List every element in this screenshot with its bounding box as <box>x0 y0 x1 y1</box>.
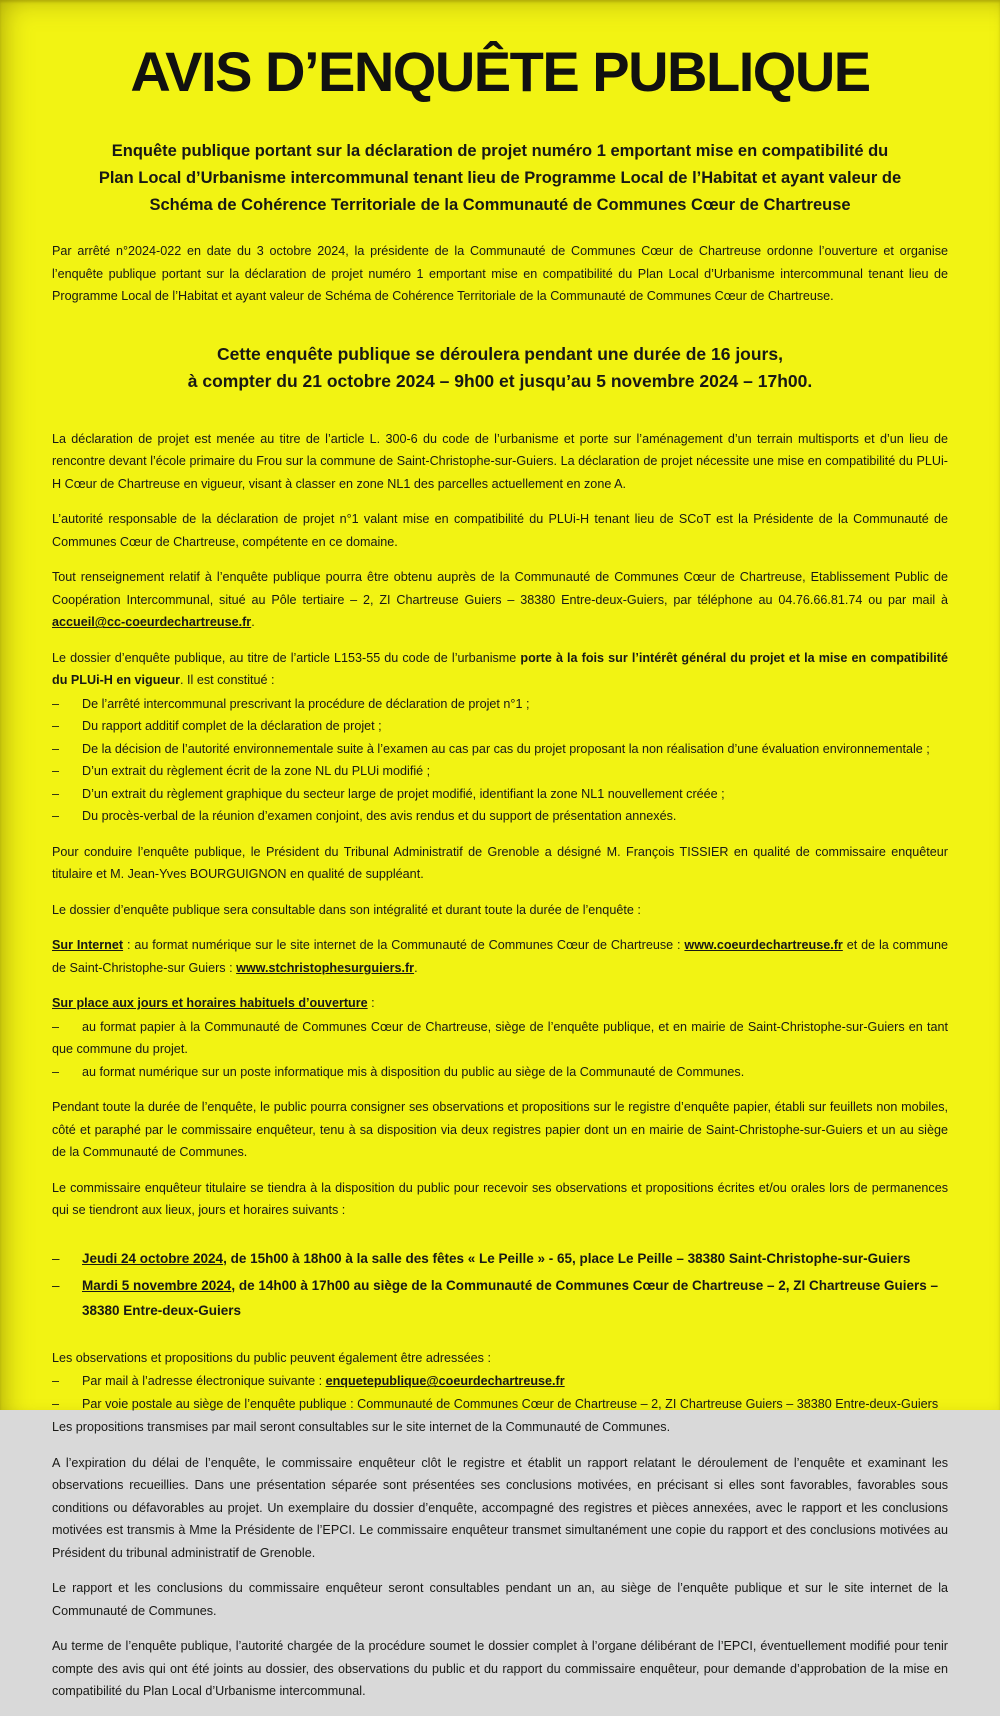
dash-marker: – <box>52 741 60 756</box>
cc-website-link: www.coeurdechartreuse.fr <box>684 938 843 953</box>
text-run: Tout renseignement relatif à l’enquête publique pourra être obtenu auprès de la Communauté de Communes Cœur de Chartreuse, Etablissement Public de Coopération Intercommunal, situé au Pôle tertiaire – 2, ZI Chartreuse Guiers – 38380 Entre-deux-Guiers, par téléphone au 04.76.66.81.74 ou par mail à <box>52 570 948 607</box>
document-body <box>52 227 948 1716</box>
dash-marker: – <box>52 1250 60 1266</box>
commissioner-paragraph <box>52 841 948 886</box>
commune-website-link: www.stchristophesurguiers.fr <box>236 960 415 975</box>
report-process-paragraph <box>52 1452 948 1565</box>
text-run: Pour conduire l’enquête publique, le Président du Tribunal Administratif de Grenoble a désigné M. François TISSIER en qualité de commissaire enquêteur titulaire et M. Jean-Yves BOURGUIGNON en qualité de suppléant. <box>52 844 948 882</box>
subtitle-line: Schéma de Cohérence Territoriale de la Communauté de Communes Cœur de Chartreuse <box>149 196 851 215</box>
text-run: Sur place aux jours et horaires habituels d’ouverture <box>52 996 368 1011</box>
consultation-intro-paragraph <box>52 899 948 922</box>
list-item <box>52 805 948 828</box>
text-run: . Il est constitué : <box>180 673 275 688</box>
list-item <box>52 760 948 783</box>
dash-marker: – <box>52 696 60 711</box>
duration-line: Cette enquête publique se déroulera pendant une durée de 16 jours, <box>217 343 783 364</box>
text-run: Le rapport et les conclusions du commissaire enquêteur seront consultables pendant un an, au siège de l’enquête publique et sur le site internet de la Communauté de Communes. <box>52 1581 948 1618</box>
text-run: . <box>251 615 255 630</box>
intro-paragraph <box>52 240 948 308</box>
text-run: De la décision de l’autorité environnementale suite à l’examen au cas par cas du projet proposant la non réalisation d’une évaluation environnementale ; <box>82 741 930 756</box>
dash-marker: – <box>52 786 60 801</box>
list-item <box>52 783 948 806</box>
text-run: D’un extrait du règlement écrit de la zone NL du PLUi modifié ; <box>82 764 431 779</box>
text-run: D’un extrait du règlement graphique du secteur large de projet modifié, identifiant la zone NL1 nouvellement créée ; <box>82 786 725 801</box>
list-item <box>52 738 948 761</box>
dash-marker: – <box>52 809 60 824</box>
text-run: Pendant toute la durée de l’enquête, le public pourra consigner ses observations et propositions sur le registre d’enquête papier, établi sur feuillets non mobiles, côté et paraphé par le commissaire enquêteur, tenu à sa disposition via deux registres papier dont un en mairie de Saint-Christophe-sur-Guiers et un au siège de la Communauté de Communes. <box>52 1100 948 1160</box>
dossier-paragraph <box>52 647 948 692</box>
duration-line: à compter du 21 octobre 2024 – 9h00 et jusqu’au 5 novembre 2024 – 17h00. <box>187 370 813 391</box>
text-run: A l’expiration du délai de l’enquête, le commissaire enquêteur clôt le registre et établit un rapport relatant le déroulement de l’enquête et examinant les observations recueillies. Dans une présentation séparée sont présentées ses conclusions motivées, en précisant si elles sont favorables, favorables sous conditions ou défavorables au projet. Un exemplaire du dossier d’enquête, accompagné des registres et pièces annexées, avec le rapport et les conclusions motivées est transmis à Mme la Présidente de l’EPCI. Le commissaire enquêteur transmet simultanément une copie du rapport et des conclusions motivées au Président du tribunal administratif de Grenoble. <box>52 1455 948 1560</box>
onsite-access-heading <box>52 992 948 1015</box>
contact-email-link: accueil@cc-coeurdechartreuse.fr <box>52 615 252 630</box>
text-run: : <box>367 996 375 1011</box>
text-run: . <box>414 960 418 975</box>
dossier-contents-list <box>52 693 948 828</box>
text-run: Mardi 5 novembre 2024 <box>82 1277 232 1293</box>
project-description-paragraph <box>52 428 948 496</box>
authority-paragraph <box>52 508 948 553</box>
conclusion-paragraph <box>52 1635 948 1703</box>
subtitle <box>88 138 912 219</box>
dash-marker: – <box>52 1019 60 1034</box>
list-item <box>52 1246 948 1271</box>
list-item <box>52 693 948 716</box>
list-item <box>52 1061 948 1084</box>
permanences-intro-paragraph <box>52 1177 948 1222</box>
text-run: et de la commune de Saint-Christophe-sur Guiers : <box>52 938 948 975</box>
mail-propositions-paragraph <box>52 1416 948 1439</box>
list-item <box>52 715 948 738</box>
dash-marker: – <box>52 1374 60 1389</box>
text-run: Jeudi 24 octobre 2024 <box>82 1250 224 1266</box>
page-title: AVIS D’ENQUÊTE PUBLIQUE <box>130 40 870 103</box>
text-run: au format papier à la Communauté de Communes Cœur de Chartreuse, siège de l’enquête publique, et en mairie de Saint-Christophe-sur-Guiers en tant que commune du projet. <box>52 1019 948 1057</box>
text-run: Les propositions transmises par mail seront consultables sur le site internet de la Communauté de Communes. <box>52 1420 671 1435</box>
list-item <box>52 1393 948 1416</box>
text-run: , de 14h00 à 17h00 au siège de la Communauté de Communes Cœur de Chartreuse – 2, ZI Chartreuse Guiers – 38380 Entre-deux-Guiers <box>82 1277 939 1318</box>
dash-marker: – <box>52 764 60 779</box>
list-item <box>52 1016 948 1061</box>
permanences-list <box>52 1246 948 1323</box>
dash-marker: – <box>52 1277 60 1293</box>
text-run: Le dossier d’enquête publique sera consultable dans son intégralité et durant toute la durée de l’enquête : <box>52 902 641 917</box>
text-run: porte à la fois sur l’intérêt général du projet et la mise en compatibilité du PLUi-H en vigueur <box>52 650 948 688</box>
internet-access-paragraph <box>52 934 948 979</box>
list-item <box>52 1370 948 1393</box>
text-run: Le dossier d’enquête publique, au titre de l’article L153-55 du code de l’urbanisme <box>52 650 521 665</box>
dash-marker: – <box>52 719 60 734</box>
text-run: L’autorité responsable de la déclaration de projet n°1 valant mise en compatibilité du PLUi-H tenant lieu de SCoT est la Présidente de la Communauté de Communes Cœur de Chartreuse, compétente en ce domaine. <box>52 512 948 549</box>
onsite-access-list <box>52 1016 948 1084</box>
text-run: Sur Internet <box>52 938 124 953</box>
subtitle-line: Enquête publique portant sur la déclaration de projet numéro 1 emportant mise en compatibilité du <box>111 142 889 161</box>
text-run: La déclaration de projet est menée au titre de l’article L. 300-6 du code de l’urbanisme et porte sur l’aménagement d’un terrain multisports et d’un lieu de rencontre devant l’école primaire du Frou sur la commune de Saint-Christophe-sur-Guiers. La déclaration de projet nécessite une mise en compatibilité du PLUi-H Cœur de Chartreuse en vigueur, visant à classer en zone NL1 des parcelles actuellement en zone A. <box>52 431 948 491</box>
dash-marker: – <box>52 1064 60 1079</box>
subtitle-line: Plan Local d’Urbanisme intercommunal tenant lieu de Programme Local de l’Habitat et ayant valeur de <box>98 169 902 188</box>
observations-list <box>52 1370 948 1415</box>
report-availability-paragraph <box>52 1577 948 1622</box>
text-run: , de 15h00 à 18h00 à la salle des fêtes « Le Peille » - 65, place Le Peille – 38380 Saint-Christophe-sur-Guiers <box>223 1250 911 1266</box>
text-run: Par voie postale au siège de l’enquête publique : Communauté de Communes Cœur de Chartreuse – 2, ZI Chartreuse Guiers – 38380 Entre-deux-Guiers <box>82 1396 939 1411</box>
contact-paragraph <box>52 566 948 634</box>
text-run: Du procès-verbal de la réunion d’examen conjoint, des avis rendus et du support de présentation annexés. <box>82 809 677 824</box>
text-run: Les observations et propositions du public peuvent également être adressées : <box>52 1350 491 1365</box>
duration-banner <box>52 341 948 395</box>
text-run: Par arrêté n°2024-022 en date du 3 octobre 2024, la présidente de la Communauté de Communes Cœur de Chartreuse ordonne l’ouverture et organise l’enquête publique portant sur la déclaration de projet numéro 1 emportant mise en compatibilité du Plan Local d’Urbanisme intercommunal tenant lieu de Programme Local de l’Habitat et ayant valeur de Schéma de Cohérence Territoriale de la Communauté de Communes Cœur de Chartreuse. <box>52 244 948 304</box>
text-run: De l’arrêté intercommunal prescrivant la procédure de déclaration de projet n°1 ; <box>82 696 530 711</box>
text-run: au format numérique sur un poste informatique mis à disposition du public au siège de la Communauté de Communes. <box>82 1064 745 1079</box>
text-run: Au terme de l’enquête publique, l’autorité chargée de la procédure soumet le dossier complet à l’organe délibérant de l’EPCI, éventuellement modifié pour tenir compte des avis qui ont été joints au dossier, des observations du public et du rapport du commissaire enquêteur, pour demande d’approbation de la mise en compatibilité du Plan Local d’Urbanisme intercommunal. <box>52 1639 948 1699</box>
observations-heading <box>52 1347 948 1370</box>
dash-marker: – <box>52 1396 60 1411</box>
inquiry-email-link: enquetepublique@coeurdechartreuse.fr <box>325 1374 565 1389</box>
text-run: Du rapport additif complet de la déclaration de projet ; <box>82 719 382 734</box>
list-item <box>52 1273 948 1323</box>
text-run: Le commissaire enquêteur titulaire se tiendra à la disposition du public pour recevoir ses observations et propositions écrites et/ou orales lors de permanences qui se tiendront aux lieux, jours et horaires suivants : <box>52 1180 948 1218</box>
text-run: : au format numérique sur le site internet de la Communauté de Communes Cœur de Chartreuse : <box>123 938 685 953</box>
text-run: Par mail à l’adresse électronique suivante : <box>82 1374 326 1389</box>
register-paragraph <box>52 1096 948 1164</box>
